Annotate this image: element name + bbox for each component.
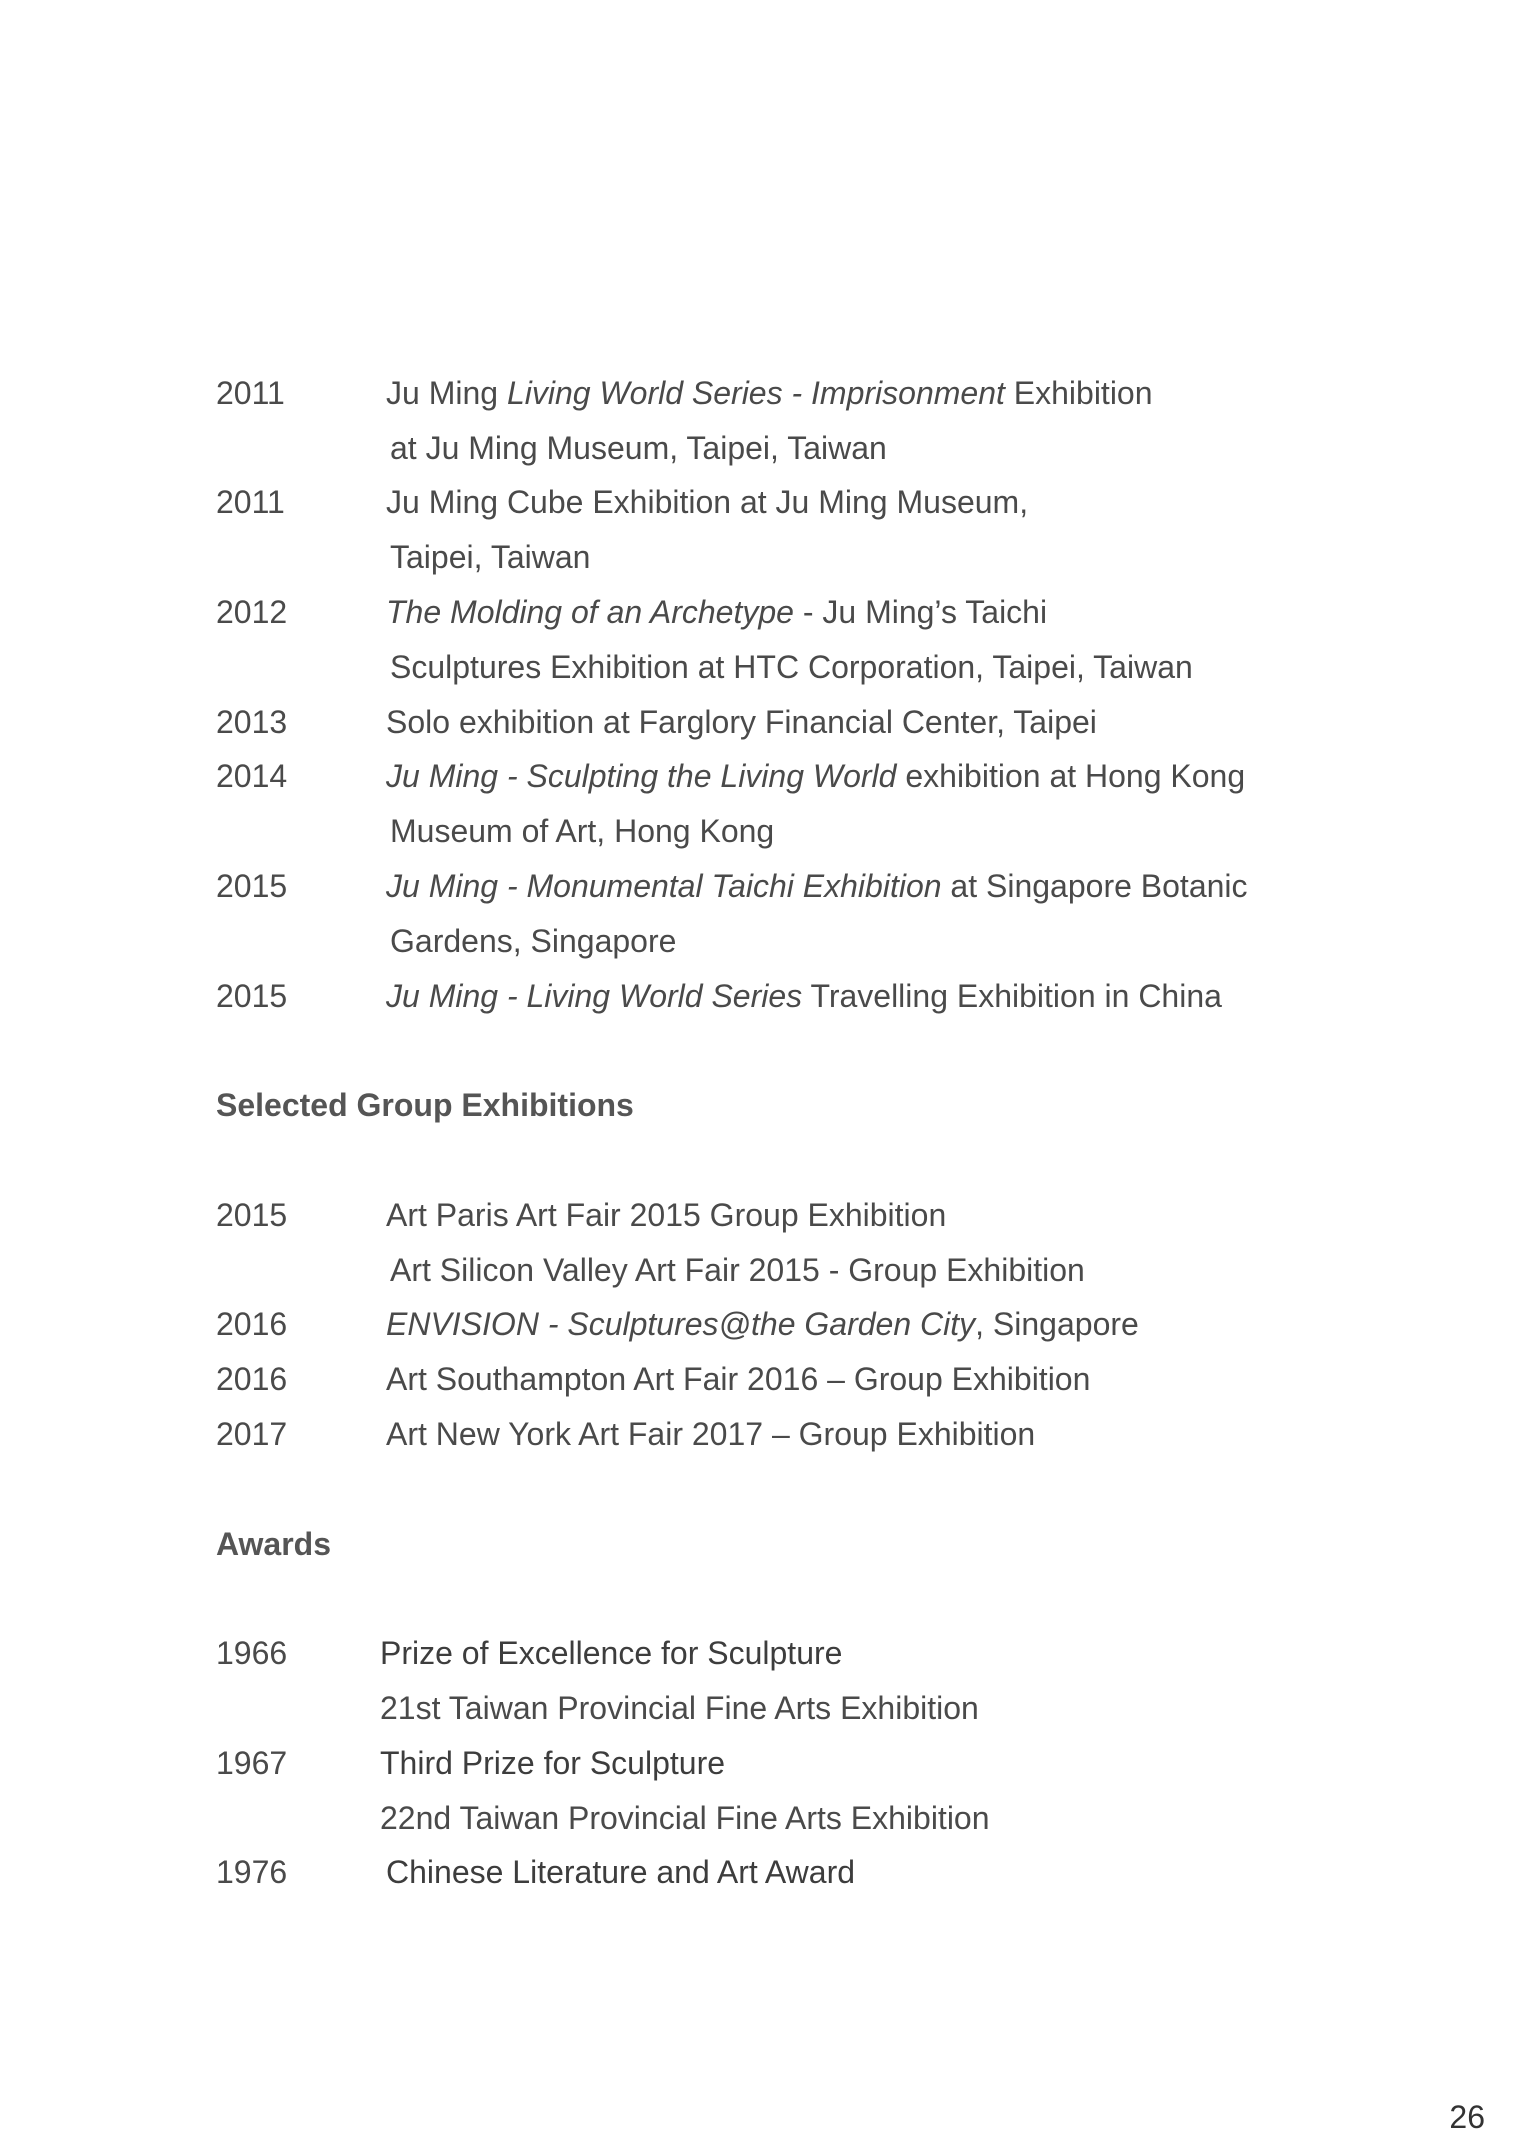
- entry-row: [216, 969, 1376, 1024]
- entry-row: [216, 476, 1376, 531]
- entry-title-italic: Ju Ming - Monumental Taichi Exhibition: [386, 868, 942, 905]
- spacer: [216, 1462, 1376, 1517]
- entry-year: 1966: [216, 1635, 288, 1672]
- entry-row: [216, 1188, 1376, 1243]
- entry-row: [216, 804, 1376, 859]
- entry-title-italic: Ju Ming - Sculpting the Living World: [386, 758, 897, 795]
- entry-text-part: Third Prize for Sculpture: [380, 1744, 726, 1781]
- entry-text: [386, 649, 1376, 686]
- entry-text-part: Chinese Literature and Art Award: [386, 1854, 856, 1891]
- entry-text-part: Art Paris Art Fair 2015 Group Exhibition: [386, 1196, 947, 1233]
- entry-text-part: exhibition at Hong Kong: [896, 758, 1246, 795]
- entry-year: 2013: [216, 703, 288, 740]
- entry-row: [216, 695, 1376, 750]
- entry-year: 2016: [216, 1361, 288, 1398]
- entry-row: [216, 1626, 1376, 1681]
- entry-row: [216, 1846, 1376, 1901]
- entry-row: [216, 530, 1376, 585]
- group-exhibitions-list: [216, 1188, 1376, 1462]
- entry-text: [386, 1416, 1376, 1453]
- entry-text: [386, 813, 1376, 850]
- entry-text-part: Taipei, Taiwan: [390, 539, 591, 576]
- entry-row: [216, 1298, 1376, 1353]
- entry-text: [386, 1306, 1376, 1343]
- entry-text-part: Art Silicon Valley Art Fair 2015 - Group Exhibition: [390, 1251, 1085, 1288]
- entry-text: [380, 1745, 1376, 1782]
- entry-text: [386, 978, 1376, 1015]
- awards-list: [216, 1626, 1376, 1900]
- entry-row: [216, 914, 1376, 969]
- group-exhibitions-heading: Selected Group Exhibitions: [216, 1087, 634, 1124]
- entry-row: [216, 640, 1376, 695]
- entry-title-italic: Living World Series - Imprisonment: [506, 374, 1005, 411]
- entry-text: [386, 704, 1376, 741]
- entry-text-part: Art New York Art Fair 2017 – Group Exhibition: [386, 1416, 1036, 1453]
- entry-text-part: at Singapore Botanic: [941, 868, 1248, 905]
- entry-text: [380, 1690, 1376, 1727]
- entry-text-part: Ju Ming: [386, 374, 507, 411]
- entry-text: [386, 594, 1376, 631]
- entry-text-part: - Ju Ming’s Taichi: [793, 594, 1048, 631]
- entry-text: [386, 375, 1376, 412]
- page-number: 26: [1449, 2099, 1485, 2135]
- entry-year: 2015: [216, 977, 288, 1014]
- entry-text-part: Sculptures Exhibition at HTC Corporation, Taipei, Taiwan: [390, 648, 1193, 685]
- entry-year: 2017: [216, 1416, 288, 1453]
- entry-text: [386, 484, 1376, 521]
- entry-text: [386, 1361, 1376, 1398]
- entry-title-italic: The Molding of an Archetype: [386, 594, 794, 631]
- entry-year: 2011: [216, 374, 285, 411]
- entry-row: [216, 1736, 1376, 1791]
- spacer: [216, 1133, 1376, 1188]
- cv-content: [216, 366, 1376, 1900]
- entry-title-italic: Ju Ming - Living World Series: [386, 977, 803, 1014]
- entry-title-italic: ENVISION - Sculptures@the Garden City: [386, 1306, 976, 1343]
- entry-text: [386, 1854, 1376, 1891]
- entry-text: [386, 1197, 1376, 1234]
- entry-text: [380, 1800, 1376, 1837]
- entry-text-part: Solo exhibition at Farglory Financial Center, Taipei: [386, 703, 1097, 740]
- entry-year: 2015: [216, 1196, 288, 1233]
- entry-row: [216, 1352, 1376, 1407]
- entry-text-part: Art Southampton Art Fair 2016 – Group Exhibition: [386, 1361, 1091, 1398]
- entry-year: 2014: [216, 758, 288, 795]
- entry-text: [386, 923, 1376, 960]
- entry-text: [386, 430, 1376, 467]
- spacer: [216, 1024, 1376, 1079]
- entry-text-part: , Singapore: [975, 1306, 1139, 1343]
- entry-year: 1976: [216, 1854, 288, 1891]
- entry-row: [216, 366, 1376, 421]
- solo-exhibitions-list: [216, 366, 1376, 1024]
- entry-text-part: 21st Taiwan Provincial Fine Arts Exhibition: [380, 1690, 979, 1727]
- entry-text-part: Travelling Exhibition in China: [802, 977, 1222, 1014]
- entry-text-part: Museum of Art, Hong Kong: [390, 813, 775, 850]
- awards-heading: Awards: [216, 1525, 332, 1562]
- entry-text-part: 22nd Taiwan Provincial Fine Arts Exhibition: [380, 1799, 990, 1836]
- spacer: [216, 1572, 1376, 1627]
- entry-row: [216, 1243, 1376, 1298]
- entry-row: [216, 1407, 1376, 1462]
- entry-text-part: Exhibition: [1004, 374, 1153, 411]
- entry-row: [216, 421, 1376, 476]
- entry-row: [216, 859, 1376, 914]
- entry-year: 2012: [216, 594, 288, 631]
- entry-text: [380, 1635, 1376, 1672]
- entry-year: 2015: [216, 868, 288, 905]
- entry-text: [386, 539, 1376, 576]
- entry-text-part: Gardens, Singapore: [390, 922, 677, 959]
- entry-text-part: at Ju Ming Museum, Taipei, Taiwan: [390, 429, 887, 466]
- entry-row: [216, 1791, 1376, 1846]
- entry-year: 2011: [216, 484, 285, 521]
- entry-text: [386, 868, 1376, 905]
- entry-row: [216, 585, 1376, 640]
- entry-row: [216, 1681, 1376, 1736]
- entry-text-part: Prize of Excellence for Sculpture: [380, 1635, 843, 1672]
- entry-year: 2016: [216, 1306, 288, 1343]
- entry-text: [386, 1252, 1376, 1289]
- entry-year: 1967: [216, 1744, 288, 1781]
- entry-text-part: Ju Ming Cube Exhibition at Ju Ming Museum,: [386, 484, 1029, 521]
- entry-text: [386, 758, 1376, 795]
- entry-row: [216, 750, 1376, 805]
